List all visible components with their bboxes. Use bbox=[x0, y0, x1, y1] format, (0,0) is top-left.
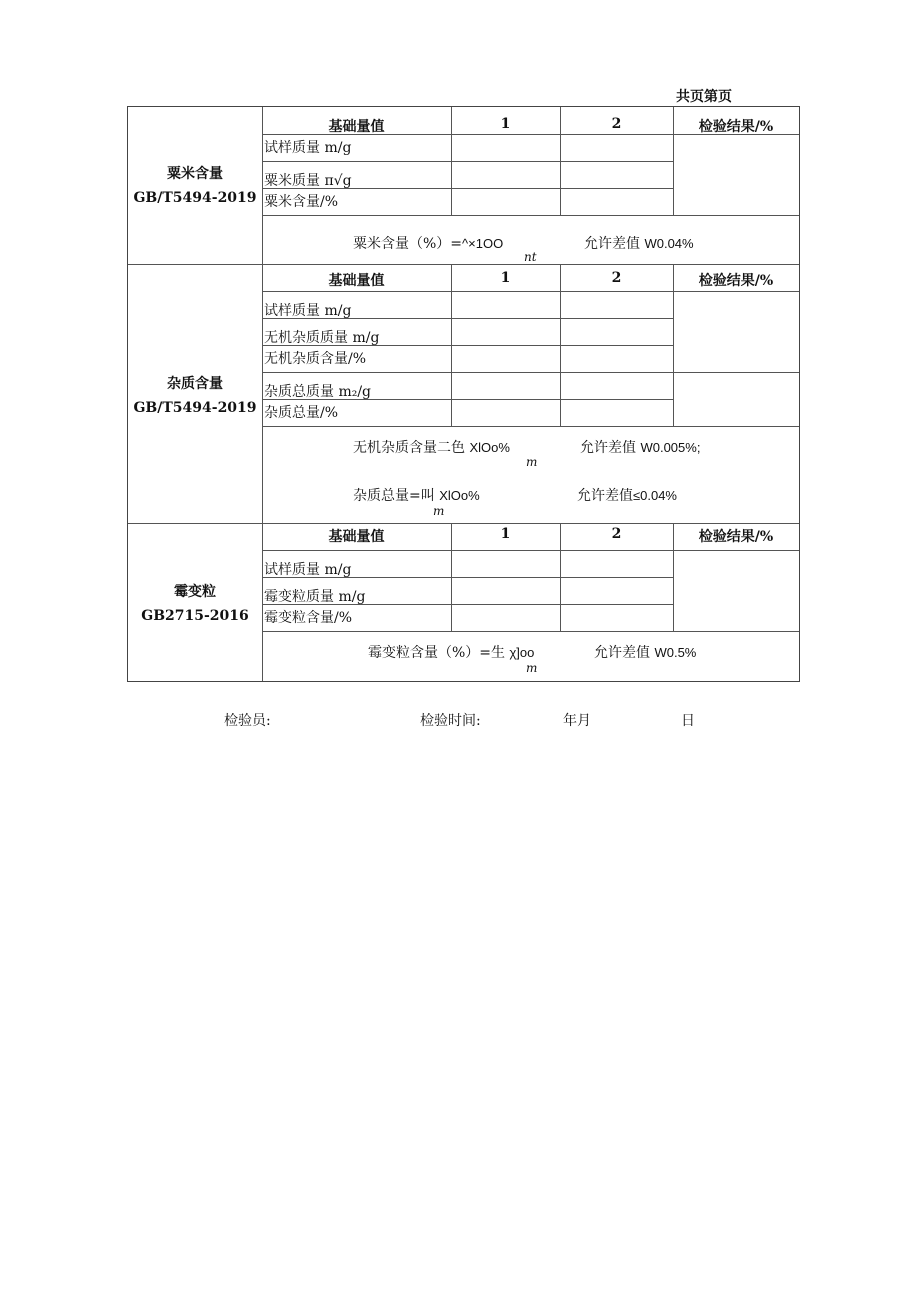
row-label: 杂质总量/% bbox=[264, 405, 339, 421]
inspection-table bbox=[127, 106, 800, 682]
formula bbox=[353, 485, 480, 505]
formula bbox=[353, 233, 503, 253]
header-basis: 基础量值 bbox=[328, 529, 385, 545]
inspector-label: 检验员: bbox=[224, 713, 271, 729]
tolerance-value: W0.005%; bbox=[640, 440, 701, 455]
header-result: 检验结果/% bbox=[698, 119, 774, 135]
header-col2: 2 bbox=[611, 116, 622, 132]
section-standard: GB2715-2016 bbox=[141, 608, 249, 624]
row-label: 试样质量 m/g bbox=[264, 562, 352, 578]
tolerance-value: ≤0.04% bbox=[633, 488, 677, 503]
row-label: 霉变粒质量 m/g bbox=[264, 589, 366, 605]
section-standard: GB/T5494-2019 bbox=[133, 190, 257, 206]
formula-expr: ^×1OO bbox=[462, 236, 504, 251]
tolerance-label: 允许差值 bbox=[577, 488, 633, 504]
header-col1: 1 bbox=[500, 116, 511, 132]
tolerance bbox=[580, 437, 700, 457]
row-label: 无机杂质质量 m/g bbox=[264, 330, 380, 346]
year-month-label: 年月 bbox=[563, 713, 591, 729]
row-label: 霉变粒含量/% bbox=[264, 610, 353, 626]
section-standard: GB/T5494-2019 bbox=[133, 400, 257, 416]
tolerance-value: W0.5% bbox=[654, 645, 697, 660]
row-label: 粟米含量/% bbox=[264, 194, 339, 210]
header-result: 检验结果/% bbox=[698, 529, 774, 545]
formula-expr: χ]oo bbox=[509, 645, 535, 660]
tolerance-value: W0.04% bbox=[644, 236, 694, 251]
row-label: 杂质总质量 m₂/g bbox=[264, 384, 372, 400]
header-col2: 2 bbox=[611, 526, 622, 542]
tolerance bbox=[577, 485, 677, 505]
formula bbox=[368, 642, 534, 662]
row-label: 试样质量 m/g bbox=[264, 140, 352, 156]
header-col1: 1 bbox=[500, 526, 511, 542]
header-basis: 基础量值 bbox=[328, 119, 385, 135]
formula-expr: XlOo% bbox=[439, 488, 480, 503]
formula-denominator: nt bbox=[524, 250, 537, 264]
page-info: 共页第页 bbox=[676, 89, 732, 105]
formula-denominator: m bbox=[526, 455, 538, 469]
inspection-time-label: 检验时间: bbox=[420, 713, 481, 729]
tolerance bbox=[594, 642, 696, 662]
tolerance bbox=[584, 233, 694, 253]
formula-denominator: m bbox=[526, 661, 538, 675]
section-name: 杂质含量 bbox=[167, 376, 223, 392]
row-label: 粟米质量 π√g bbox=[264, 173, 352, 189]
header-col2: 2 bbox=[611, 270, 622, 286]
section-name: 粟米含量 bbox=[167, 166, 223, 182]
header-result: 检验结果/% bbox=[698, 273, 774, 289]
formula bbox=[353, 437, 510, 457]
day-label: 日 bbox=[681, 713, 695, 729]
row-label: 试样质量 m/g bbox=[264, 303, 352, 319]
section-name: 霉变粒 bbox=[174, 584, 216, 600]
header-col1: 1 bbox=[500, 270, 511, 286]
tolerance-label: 允许差值 bbox=[594, 645, 655, 661]
formula-denominator: m bbox=[433, 504, 445, 518]
tolerance-label: 允许差值 bbox=[584, 236, 645, 252]
row-label: 无机杂质含量/% bbox=[264, 351, 367, 367]
formula-text: 霉变粒含量（%）=生 bbox=[368, 645, 510, 661]
formula-text: 杂质总量=叫 bbox=[353, 488, 440, 504]
header-basis: 基础量值 bbox=[328, 273, 385, 289]
formula-text: 无机杂质含量二色 bbox=[353, 440, 470, 456]
formula-expr: XlOo% bbox=[469, 440, 510, 455]
tolerance-label: 允许差值 bbox=[580, 440, 641, 456]
formula-text: 粟米含量（%）= bbox=[353, 236, 463, 252]
